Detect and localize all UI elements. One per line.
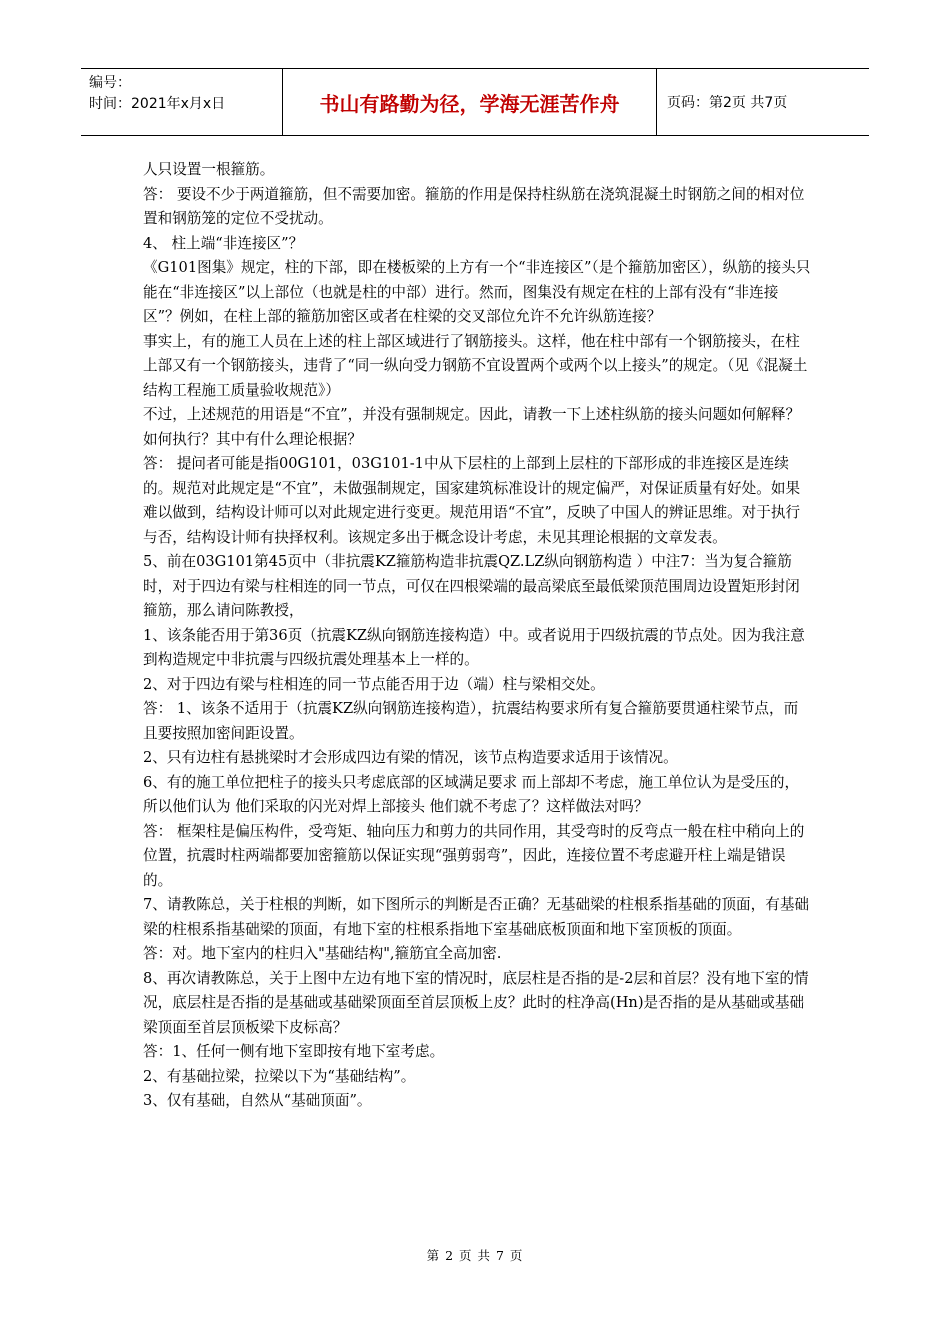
paragraph: 答： 1、该条不适用于（抗震KZ纵向钢筋连接构造），抗震结构要求所有复合箍筋要贯通柱梁节点，而且要按照加密间距设置。	[143, 700, 799, 742]
paragraph: 不过，上述规范的用语是“不宜”，并没有强制规定。因此，请教一下上述柱纵筋的接头问题如何解释？如何执行？其中有什么理论根据？	[143, 406, 801, 448]
document-body	[143, 158, 811, 1114]
paragraph: 答： 要设不少于两道箍筋，但不需要加密。箍筋的作用是保持柱纵筋在浇筑混凝土时钢筋之间的相对位置和钢筋笼的定位不受扰动。	[143, 185, 805, 227]
header-page-number: 页码：第2页 共7页	[667, 95, 788, 111]
paragraph: 2、对于四边有梁与柱相连的同一节点能否用于边（端）柱与梁相交处。	[143, 675, 605, 693]
page-footer: 第 2 页 共 7 页	[426, 1248, 524, 1263]
paragraph: 5、前在03G101第45页中（非抗震KZ箍筋构造非抗震QZ.LZ纵向钢筋构造 ）中注7：当为复合箍筋时，对于四边有梁与柱相连的同一节点，可仅在四根梁端的最高梁底至最低梁顶范围周边设置矩形封闭箍筋，那么请问陈教授，	[143, 553, 800, 619]
paragraph: 3、仅有基础，自然从“基础顶面”。	[143, 1092, 372, 1109]
header-meta-cell	[81, 69, 283, 135]
paragraph: 答：对。地下室内的柱归入"基础结构",箍筋宜全高加密.	[143, 945, 502, 962]
paragraph: 4、 柱上端“非连接区”？	[143, 234, 304, 252]
paragraph: 6、有的施工单位把柱子的接头只考虑底部的区域满足要求 而上部却不考虑，施工单位认为是受压的，所以他们认为 他们采取的闪光对焊上部接头 他们就不考虑了？这样做法对吗？	[143, 773, 800, 815]
paragraph: 1、该条能否用于第36页（抗震KZ纵向钢筋连接构造）中。或者说用于四级抗震的节点处。因为我注意到构造规定中非抗震与四级抗震处理基本上一样的。	[143, 626, 805, 668]
paragraph: 2、只有边柱有悬挑梁时才会形成四边有梁的情况，该节点构造要求适用于该情况。	[143, 749, 678, 766]
document-number-label: 编号：	[89, 75, 131, 91]
paragraph: 答：1、任何一侧有地下室即按有地下室考虑。	[143, 1043, 445, 1060]
paragraph: 答： 提问者可能是指00G101，03G101-1中从下层柱的上部到上层柱的下部形成的非连接区是连续的。规范对此规定是“不宜”，未做强制规定，国家建筑标准设计的规定偏严，对保证质量有好处。如果难以做到，结构设计师可以对此规定进行变更。规范用语“不宜”，反映了中国人的辨证思维。对于执行与否，结构设计师有抉择权利。该规定多出于概念设计考虑，未见其理论根据的文章发表。	[143, 455, 801, 546]
paragraph: 人只设置一根箍筋。	[143, 161, 275, 178]
paragraph: 2、有基础拉梁，拉梁以下为“基础结构”。	[143, 1067, 416, 1085]
paragraph: 事实上，有的施工人员在上述的柱上部区域进行了钢筋接头。这样，他在柱中部有一个钢筋接头，在柱上部又有一个钢筋接头，违背了“同一纵向受力钢筋不宜设置两个或两个以上接头”的规定。（见《混凝土结构工程施工质量验收规范》）	[143, 332, 808, 399]
document-time-label: 时间：2021年x月x日	[89, 96, 226, 112]
paragraph: 8、再次请教陈总，关于上图中左边有地下室的情况时，底层柱是否指的是-2层和首层？没有地下室的情况，底层柱是否指的是基础或基础梁顶面至首层顶板上皮？此时的柱净高(Hn)是否指的是从基础或基础梁顶面至首层顶板梁下皮标高？	[143, 969, 809, 1036]
page-header	[81, 68, 869, 136]
paragraph: 答： 框架柱是偏压构件，受弯矩、轴向压力和剪力的共同作用，其受弯时的反弯点一般在柱中稍向上的位置，抗震时柱两端都要加密箍筋以保证实现“强剪弱弯”，因此，连接位置不考虑避开柱上端是错误的。	[143, 822, 805, 889]
paragraph: 《G101图集》规定，柱的下部，即在楼板梁的上方有一个“非连接区”（是个箍筋加密区），纵筋的接头只能在“非连接区”以上部位（也就是柱的中部）进行。然而，图集没有规定在柱的上部有没有“非连接区”？例如，在柱上部的箍筋加密区或者在柱梁的交叉部位允许不允许纵筋连接？	[143, 259, 811, 325]
header-motto: 书山有路勤为径，学海无涯苦作舟	[283, 69, 657, 135]
paragraph: 7、请教陈总，关于柱根的判断，如下图所示的判断是否正确？无基础梁的柱根系指基础的顶面，有基础梁的柱根系指基础梁的顶面，有地下室的柱根系指地下室基础底板顶面和地下室顶板的顶面。	[143, 896, 810, 938]
